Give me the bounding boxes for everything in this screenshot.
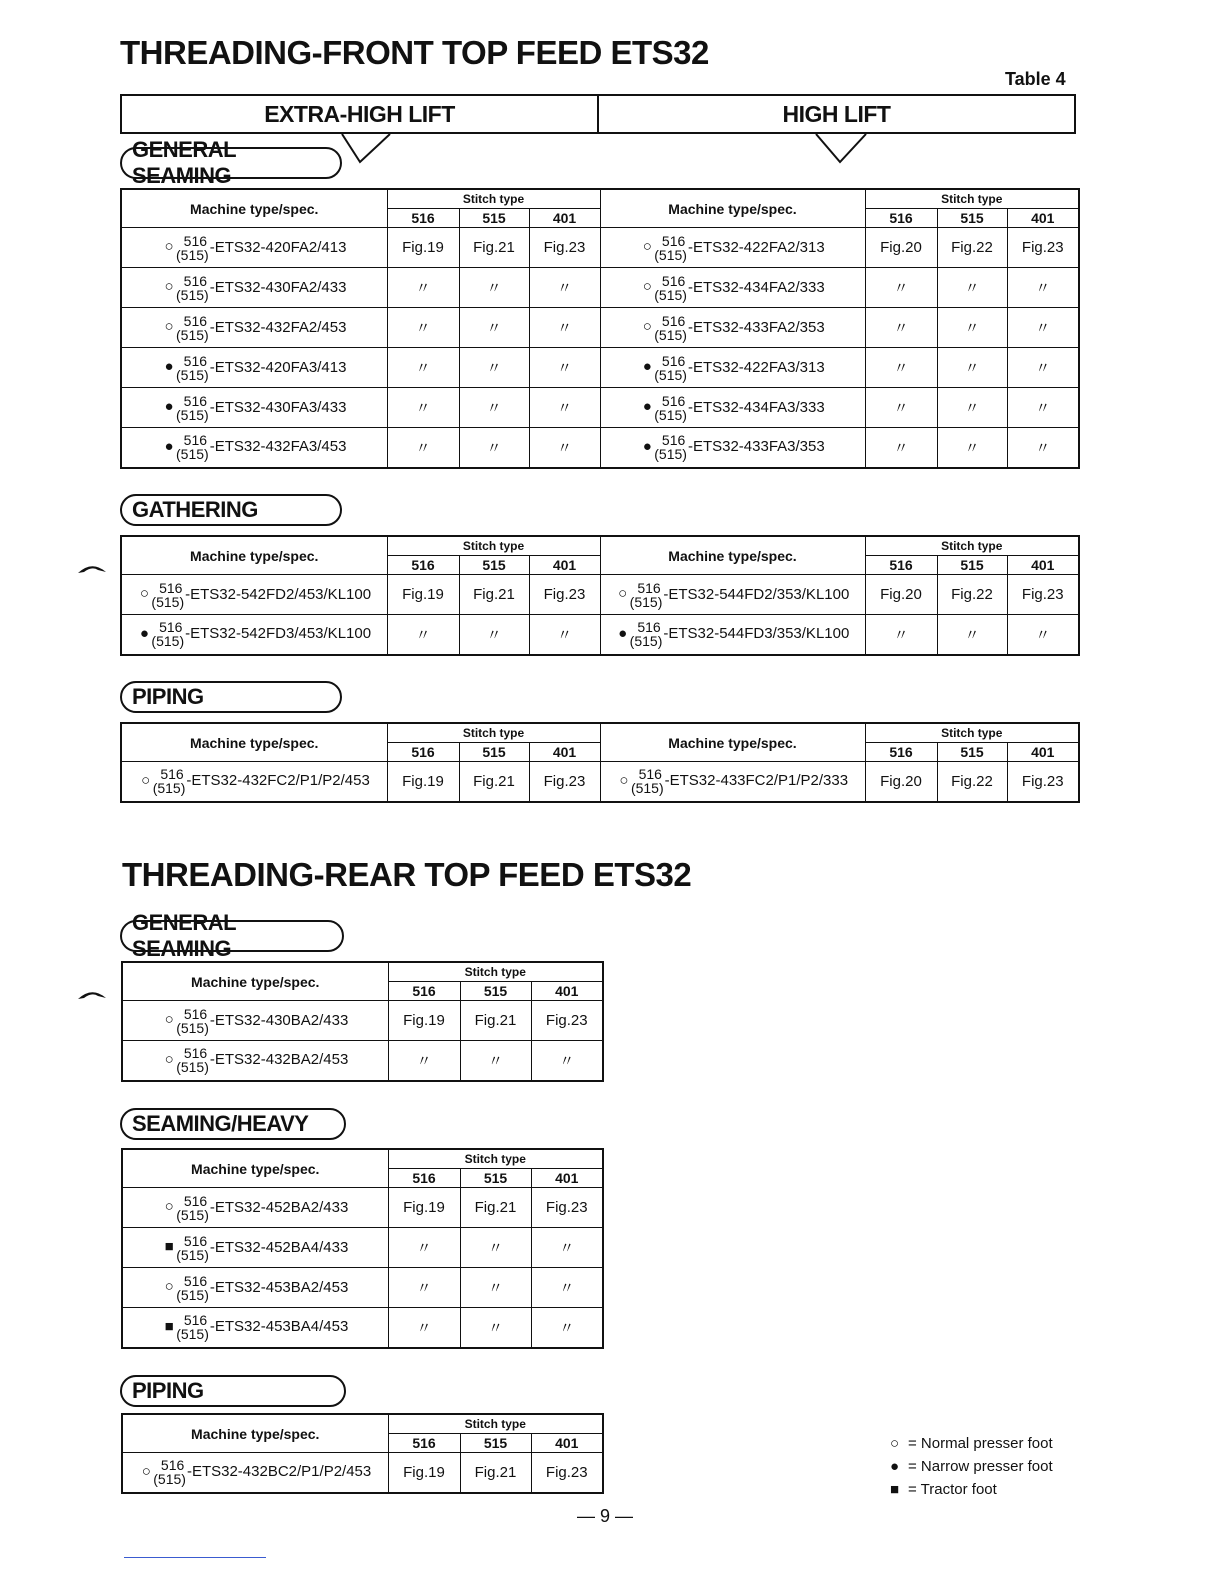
stitch-stack: 516 (515): [176, 352, 209, 383]
foot-type-icon: ●: [642, 398, 652, 416]
stitch-516-header: 516: [387, 743, 459, 762]
figure-ref-cell: 〃: [1007, 428, 1079, 468]
figure-ref-cell: Fig.20: [865, 228, 937, 268]
machine-model: -ETS32-542FD3/453/KL100: [185, 625, 372, 643]
table-row: [121, 615, 1079, 655]
stitch-type-header: Stitch type: [388, 962, 603, 982]
machine-type-header: Machine type/spec.: [121, 189, 387, 228]
figure-ref-cell: Fig.23: [529, 575, 600, 615]
figure-ref-cell: Fig.19: [388, 1188, 460, 1228]
figure-ref-cell: 〃: [387, 615, 459, 655]
stitch-stack: 516 (515): [176, 312, 209, 343]
figure-ref-cell: 〃: [387, 388, 459, 428]
machine-model: -ETS32-453BA2/453: [209, 1278, 349, 1296]
filled-square-icon: ■: [890, 1481, 900, 1498]
figure-ref-cell: Fig.19: [388, 1001, 460, 1041]
footer-rule: [124, 1557, 266, 1558]
machine-model-cell: [600, 308, 865, 348]
section-label-piping: PIPING: [120, 681, 342, 713]
machine-type-header: Machine type/spec.: [600, 536, 865, 575]
stitch-type-header: Stitch type: [388, 1149, 603, 1169]
stitch-type-header: Stitch type: [387, 723, 600, 743]
foot-type-icon: ○: [141, 1463, 151, 1481]
stitch-stack: 516 (515): [630, 766, 664, 797]
stitch-515-header: 515: [937, 209, 1007, 228]
section-label-rear-piping: PIPING: [120, 1375, 346, 1407]
foot-type-icon: ○: [139, 585, 149, 603]
foot-type-icon: ○: [164, 1198, 174, 1216]
figure-ref-cell: Fig.23: [529, 762, 600, 802]
stitch-401-header: 401: [531, 1169, 603, 1188]
stitch-type-header: Stitch type: [865, 189, 1079, 209]
figure-ref-cell: 〃: [460, 1228, 531, 1268]
machine-model-cell: [121, 268, 387, 308]
section-label-rear-general-seaming: GENERAL SEAMING: [120, 920, 344, 952]
machine-model-cell: [600, 388, 865, 428]
machine-model-cell: [600, 575, 865, 615]
legend: [890, 1432, 1053, 1501]
figure-ref-cell: Fig.23: [529, 228, 600, 268]
stitch-stack: 516 (515): [176, 392, 209, 423]
stitch-515-header: 515: [937, 556, 1007, 575]
figure-ref-cell: 〃: [529, 428, 600, 468]
machine-model: -ETS32-420FA2/413: [209, 238, 347, 256]
lift-header: [120, 94, 1076, 134]
high-lift-label: HIGH LIFT: [597, 96, 1074, 132]
stitch-516-header: 516: [388, 1434, 460, 1453]
table-row: [122, 1268, 603, 1308]
stitch-stack: 516 (515): [176, 1232, 209, 1263]
figure-ref-cell: Fig.21: [459, 228, 529, 268]
stitch-stack: 516 (515): [176, 432, 209, 463]
foot-type-icon: ●: [642, 438, 652, 456]
figure-ref-cell: Fig.21: [459, 762, 529, 802]
stitch-type-header: Stitch type: [865, 536, 1079, 556]
machine-model-cell: [122, 1268, 388, 1308]
figure-ref-cell: 〃: [529, 268, 600, 308]
machine-model-cell: [121, 428, 387, 468]
rear-general-seaming-table: [121, 961, 604, 1082]
figure-ref-cell: Fig.23: [1007, 228, 1079, 268]
machine-model-cell: [121, 615, 387, 655]
machine-model: -ETS32-434FA2/333: [687, 278, 825, 296]
stitch-516-header: 516: [865, 743, 937, 762]
figure-ref-cell: 〃: [937, 615, 1007, 655]
stitch-401-header: 401: [529, 743, 600, 762]
machine-model: -ETS32-452BA4/433: [209, 1238, 349, 1256]
machine-model: -ETS32-452BA2/433: [209, 1198, 349, 1216]
machine-model: -ETS32-432FA3/453: [209, 438, 347, 456]
machine-model-cell: [122, 1001, 388, 1041]
stitch-515-header: 515: [937, 743, 1007, 762]
table-row: [121, 308, 1079, 348]
figure-ref-cell: 〃: [459, 615, 529, 655]
figure-ref-cell: 〃: [937, 388, 1007, 428]
figure-ref-cell: 〃: [387, 308, 459, 348]
stitch-type-header: Stitch type: [387, 189, 600, 209]
legend-item-tractor: [890, 1478, 1053, 1501]
figure-ref-cell: Fig.21: [460, 1188, 531, 1228]
figure-ref-cell: 〃: [865, 308, 937, 348]
table-row: [121, 228, 1079, 268]
stitch-515-header: 515: [459, 743, 529, 762]
stitch-type-header: Stitch type: [865, 723, 1079, 743]
stitch-515-header: 515: [460, 1169, 531, 1188]
machine-type-header: Machine type/spec.: [122, 962, 388, 1001]
stitch-515-header: 515: [460, 982, 531, 1001]
table-number: Table 4: [1005, 69, 1066, 89]
front-gathering-table: [120, 535, 1080, 656]
stitch-stack: 516 (515): [654, 432, 687, 463]
stitch-stack: 516 (515): [654, 392, 687, 423]
section-label-general-seaming: GENERAL SEAMING: [120, 147, 342, 179]
table-row: [121, 268, 1079, 308]
machine-type-header: Machine type/spec.: [122, 1149, 388, 1188]
table-row: [122, 1041, 603, 1081]
machine-model: -ETS32-433FA2/353: [687, 318, 825, 336]
section-label-gathering: GATHERING: [120, 494, 342, 526]
machine-model: -ETS32-544FD3/353/KL100: [663, 625, 850, 643]
table-row: [122, 1228, 603, 1268]
figure-ref-cell: 〃: [531, 1268, 603, 1308]
table-row: [121, 428, 1079, 468]
table-row: [121, 388, 1079, 428]
extra-high-lift-label: EXTRA-HIGH LIFT: [264, 100, 455, 127]
machine-model-cell: [600, 348, 865, 388]
figure-ref-cell: Fig.22: [937, 762, 1007, 802]
margin-mark-icon: [78, 986, 106, 1000]
machine-type-header: Machine type/spec.: [121, 723, 387, 762]
rear-piping-table: [121, 1413, 604, 1494]
stitch-stack: 516 (515): [176, 1192, 209, 1223]
foot-type-icon: ○: [642, 238, 652, 256]
table-row: [122, 1188, 603, 1228]
figure-ref-cell: Fig.19: [387, 228, 459, 268]
stitch-516-header: 516: [865, 209, 937, 228]
stitch-401-header: 401: [531, 982, 603, 1001]
stitch-516-header: 516: [387, 556, 459, 575]
foot-type-icon: ○: [164, 318, 174, 336]
stitch-type-header: Stitch type: [387, 536, 600, 556]
machine-model: -ETS32-432FA2/453: [209, 318, 347, 336]
figure-ref-cell: Fig.23: [531, 1453, 603, 1493]
page-number: — 9 —: [577, 1506, 634, 1526]
stitch-stack: 516 (515): [176, 232, 209, 263]
figure-ref-cell: 〃: [529, 388, 600, 428]
figure-ref-cell: Fig.23: [531, 1188, 603, 1228]
front-general-seaming-table: [120, 188, 1080, 469]
figure-ref-cell: Fig.21: [459, 575, 529, 615]
figure-ref-cell: 〃: [529, 615, 600, 655]
foot-type-icon: ○: [164, 1051, 174, 1069]
machine-type-header: Machine type/spec.: [122, 1414, 388, 1453]
figure-ref-cell: 〃: [531, 1308, 603, 1348]
figure-ref-cell: 〃: [1007, 348, 1079, 388]
machine-model: -ETS32-544FD2/353/KL100: [663, 585, 850, 603]
stitch-stack: 516 (515): [153, 1457, 186, 1488]
stitch-stack: 516 (515): [654, 312, 687, 343]
table-row: [121, 348, 1079, 388]
machine-model: -ETS32-434FA3/333: [687, 398, 825, 416]
stitch-401-header: 401: [1007, 556, 1079, 575]
stitch-516-header: 516: [388, 1169, 460, 1188]
legend-item-normal: [890, 1432, 1053, 1455]
machine-model-cell: [600, 428, 865, 468]
stitch-516-header: 516: [387, 209, 459, 228]
machine-model: -ETS32-453BA4/453: [209, 1318, 349, 1336]
stitch-401-header: 401: [1007, 743, 1079, 762]
stitch-401-header: 401: [531, 1434, 603, 1453]
stitch-stack: 516 (515): [152, 766, 186, 797]
machine-model: -ETS32-433FC2/P1/P2/333: [664, 772, 849, 790]
foot-type-icon: ○: [141, 772, 151, 790]
figure-ref-cell: Fig.23: [1007, 575, 1079, 615]
figure-ref-cell: 〃: [387, 268, 459, 308]
figure-ref-cell: 〃: [1007, 308, 1079, 348]
page-title-rear: THREADING-REAR TOP FEED ETS32: [122, 856, 692, 893]
machine-model-cell: [122, 1453, 388, 1493]
figure-ref-cell: 〃: [387, 348, 459, 388]
foot-type-icon: ○: [642, 318, 652, 336]
section-label-seaming-heavy: SEAMING/HEAVY: [120, 1108, 346, 1140]
margin-mark-icon: [78, 560, 106, 574]
machine-model: -ETS32-430BA2/433: [209, 1011, 349, 1029]
table-row: [122, 1453, 603, 1493]
open-circle-icon: ○: [890, 1435, 900, 1452]
stitch-515-header: 515: [460, 1434, 531, 1453]
machine-model-cell: [600, 268, 865, 308]
legend-text: = Normal presser foot: [908, 1435, 1053, 1452]
foot-type-icon: ●: [164, 398, 174, 416]
machine-model: -ETS32-432FC2/P1/P2/453: [186, 772, 370, 790]
legend-text: = Narrow presser foot: [908, 1458, 1053, 1475]
machine-model: -ETS32-420FA3/413: [209, 358, 347, 376]
stitch-stack: 516 (515): [654, 272, 687, 303]
figure-ref-cell: Fig.23: [1007, 762, 1079, 802]
stitch-stack: 516 (515): [176, 1005, 209, 1036]
foot-type-icon: ●: [139, 625, 149, 643]
stitch-516-header: 516: [388, 982, 460, 1001]
machine-model: -ETS32-422FA3/313: [687, 358, 825, 376]
figure-ref-cell: 〃: [459, 308, 529, 348]
figure-ref-cell: 〃: [937, 268, 1007, 308]
foot-type-icon: ○: [164, 1011, 174, 1029]
stitch-stack: 516 (515): [629, 619, 663, 650]
figure-ref-cell: 〃: [459, 388, 529, 428]
machine-model-cell: [121, 388, 387, 428]
figure-ref-cell: 〃: [388, 1268, 460, 1308]
machine-model-cell: [122, 1041, 388, 1081]
stitch-516-header: 516: [865, 556, 937, 575]
foot-type-icon: ●: [618, 625, 628, 643]
stitch-401-header: 401: [529, 556, 600, 575]
machine-type-header: Machine type/spec.: [121, 536, 387, 575]
figure-ref-cell: 〃: [387, 428, 459, 468]
foot-type-icon: ■: [164, 1238, 174, 1256]
filled-circle-icon: ●: [890, 1458, 900, 1475]
stitch-stack: 516 (515): [654, 232, 687, 263]
front-piping-table: [120, 722, 1080, 803]
figure-ref-cell: 〃: [459, 268, 529, 308]
stitch-stack: 516 (515): [176, 1272, 209, 1303]
foot-type-icon: ○: [164, 238, 174, 256]
foot-type-icon: ■: [164, 1318, 174, 1336]
figure-ref-cell: 〃: [937, 428, 1007, 468]
machine-model-cell: [121, 308, 387, 348]
foot-type-icon: ○: [642, 278, 652, 296]
foot-type-icon: ●: [164, 358, 174, 376]
figure-ref-cell: 〃: [531, 1041, 603, 1081]
figure-ref-cell: Fig.21: [460, 1453, 531, 1493]
stitch-stack: 516 (515): [176, 272, 209, 303]
legend-text: = Tractor foot: [908, 1481, 997, 1498]
figure-ref-cell: 〃: [865, 615, 937, 655]
figure-ref-cell: Fig.19: [387, 762, 459, 802]
machine-type-header: Machine type/spec.: [600, 189, 865, 228]
table-row: [122, 1308, 603, 1348]
stitch-515-header: 515: [459, 209, 529, 228]
machine-model-cell: [122, 1308, 388, 1348]
stitch-401-header: 401: [1007, 209, 1079, 228]
page-title-front: THREADING-FRONT TOP FEED ETS32: [120, 34, 709, 71]
machine-model-cell: [121, 575, 387, 615]
figure-ref-cell: 〃: [937, 308, 1007, 348]
figure-ref-cell: 〃: [865, 268, 937, 308]
rear-seaming-heavy-table: [121, 1148, 604, 1349]
table-row: [121, 575, 1079, 615]
machine-model: -ETS32-422FA2/313: [687, 238, 825, 256]
machine-model: -ETS32-432BC2/P1/P2/453: [186, 1463, 372, 1481]
figure-ref-cell: 〃: [529, 308, 600, 348]
figure-ref-cell: 〃: [388, 1041, 460, 1081]
stitch-stack: 516 (515): [654, 352, 687, 383]
stitch-515-header: 515: [459, 556, 529, 575]
figure-ref-cell: 〃: [388, 1308, 460, 1348]
foot-type-icon: ○: [618, 585, 628, 603]
figure-ref-cell: Fig.23: [531, 1001, 603, 1041]
figure-ref-cell: 〃: [1007, 388, 1079, 428]
stitch-type-header: Stitch type: [388, 1414, 603, 1434]
figure-ref-cell: 〃: [529, 348, 600, 388]
machine-model-cell: [600, 762, 865, 802]
stitch-stack: 516 (515): [629, 579, 663, 610]
figure-ref-cell: 〃: [1007, 615, 1079, 655]
figure-ref-cell: Fig.21: [460, 1001, 531, 1041]
machine-model: -ETS32-542FD2/453/KL100: [185, 585, 372, 603]
pointer-chevron-right-icon: [814, 134, 874, 166]
stitch-401-header: 401: [529, 209, 600, 228]
machine-model: -ETS32-430FA3/433: [209, 398, 347, 416]
machine-model-cell: [122, 1188, 388, 1228]
machine-model: -ETS32-433FA3/353: [687, 438, 825, 456]
stitch-stack: 516 (515): [151, 579, 185, 610]
figure-ref-cell: Fig.20: [865, 575, 937, 615]
machine-model: -ETS32-430FA2/433: [209, 278, 347, 296]
legend-item-narrow: [890, 1455, 1053, 1478]
figure-ref-cell: 〃: [460, 1308, 531, 1348]
figure-ref-cell: 〃: [937, 348, 1007, 388]
machine-model: -ETS32-432BA2/453: [209, 1051, 349, 1069]
figure-ref-cell: 〃: [459, 348, 529, 388]
figure-ref-cell: Fig.19: [387, 575, 459, 615]
figure-ref-cell: 〃: [460, 1268, 531, 1308]
foot-type-icon: ●: [642, 358, 652, 376]
figure-ref-cell: 〃: [531, 1228, 603, 1268]
figure-ref-cell: 〃: [865, 388, 937, 428]
stitch-stack: 516 (515): [176, 1312, 209, 1343]
table-row: [121, 762, 1079, 802]
foot-type-icon: ○: [164, 1278, 174, 1296]
machine-model-cell: [121, 348, 387, 388]
figure-ref-cell: 〃: [1007, 268, 1079, 308]
machine-model-cell: [121, 228, 387, 268]
machine-model-cell: [600, 615, 865, 655]
stitch-stack: 516 (515): [176, 1045, 209, 1076]
foot-type-icon: ○: [619, 772, 629, 790]
machine-type-header: Machine type/spec.: [600, 723, 865, 762]
foot-type-icon: ●: [164, 438, 174, 456]
stitch-stack: 516 (515): [151, 619, 185, 650]
machine-model-cell: [122, 1228, 388, 1268]
figure-ref-cell: Fig.20: [865, 762, 937, 802]
machine-model-cell: [600, 228, 865, 268]
figure-ref-cell: Fig.22: [937, 575, 1007, 615]
foot-type-icon: ○: [164, 278, 174, 296]
pointer-chevron-left-icon: [340, 134, 400, 166]
table-row: [122, 1001, 603, 1041]
figure-ref-cell: Fig.22: [937, 228, 1007, 268]
figure-ref-cell: 〃: [388, 1228, 460, 1268]
figure-ref-cell: Fig.19: [388, 1453, 460, 1493]
figure-ref-cell: 〃: [460, 1041, 531, 1081]
figure-ref-cell: 〃: [865, 348, 937, 388]
machine-model-cell: [121, 762, 387, 802]
figure-ref-cell: 〃: [865, 428, 937, 468]
figure-ref-cell: 〃: [459, 428, 529, 468]
